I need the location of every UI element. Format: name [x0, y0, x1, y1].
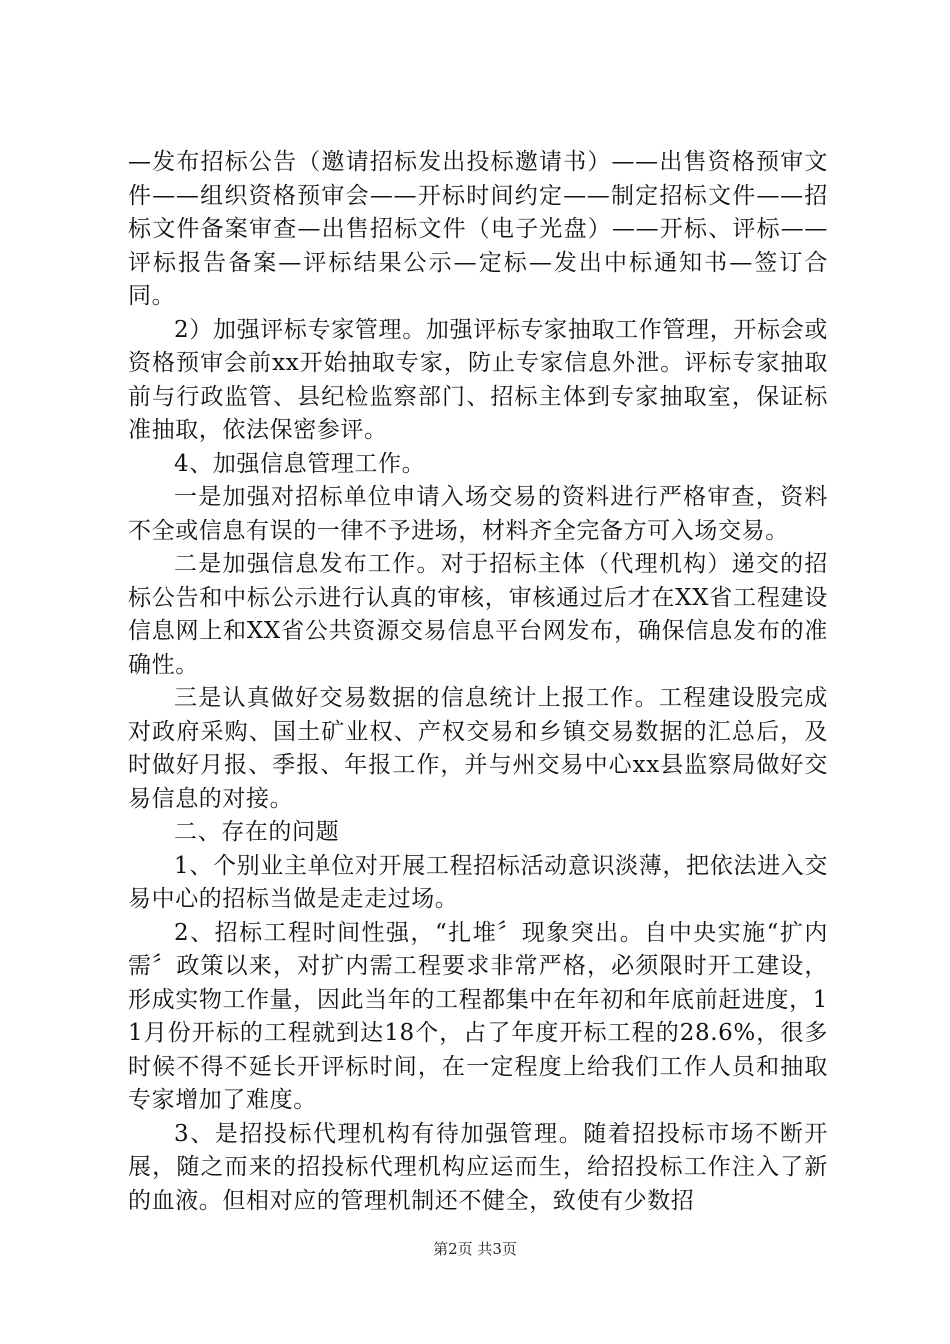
paragraph-info-publishing: 二是加强信息发布工作。对于招标主体（代理机构）递交的招标公告和中标公示进行认真的审核，审核通过后才在XX省工程建设信息网上和XX省公共资源交易信息平台网发布，确保信息发布的准确性。: [128, 551, 828, 678]
paragraph-problem-1: 1、个别业主单位对开展工程招标活动意识淡薄，把依法进入交易中心的招标当做是走走过场。: [128, 852, 828, 912]
paragraph-info-management-heading: 4、加强信息管理工作。: [174, 450, 426, 477]
paragraph-problem-3: 3、是招投标代理机构有待加强管理。随着招投标市场不断开展，随之而来的招投标代理机构应运而生，给招投标工作注入了新的血液。但相对应的管理机制还不健全，致使有少数招: [128, 1120, 828, 1214]
paragraph-data-reporting: 三是认真做好交易数据的信息统计上报工作。工程建设股完成对政府采购、国土矿业权、产权交易和乡镇交易数据的汇总后，及时做好月报、季报、年报工作，并与州交易中心xx县监察局做好交易信息的对接。: [128, 685, 828, 812]
page-number-footer: 第2页 共3页: [433, 1240, 517, 1258]
paragraph-info-review: 一是加强对招标单位申请入场交易的资料进行严格审查，资料不全或信息有误的一律不予进场，材料齐全完备方可入场交易。: [128, 484, 828, 544]
section-heading-problems: 二、存在的问题: [174, 819, 340, 845]
paragraph-expert-management: 2）加强评标专家管理。加强评标专家抽取工作管理，开标会或资格预审会前xx开始抽取专家，防止专家信息外泄。评标专家抽取前与行政监管、县纪检监察部门、招标主体到专家抽取室，保证标准抽取，依法保密参评。: [128, 316, 828, 443]
document-body: [128, 146, 828, 1218]
paragraph-problem-2: 2、招标工程时间性强，“扎堆〞现象突出。自中央实施“扩内需〞政策以来，对扩内需工程要求非常严格，必须限时开工建设，形成实物工作量，因此当年的工程都集中在年初和年底前赶进度，11月份开标的工程就到达18个，占了年度开标工程的28.6%，很多时候不得不延长开评标时间，在一定程度上给我们工作人员和抽取专家增加了难度。: [128, 919, 828, 1113]
paragraph-process-flow: —发布招标公告（邀请招标发出投标邀请书）——出售资格预审文件——组织资格预审会——开标时间约定——制定招标文件——招标文件备案审查—出售招标文件（电子光盘）——开标、评标——评标报告备案—评标结果公示—定标—发出中标通知书—签订合同。: [128, 149, 828, 309]
